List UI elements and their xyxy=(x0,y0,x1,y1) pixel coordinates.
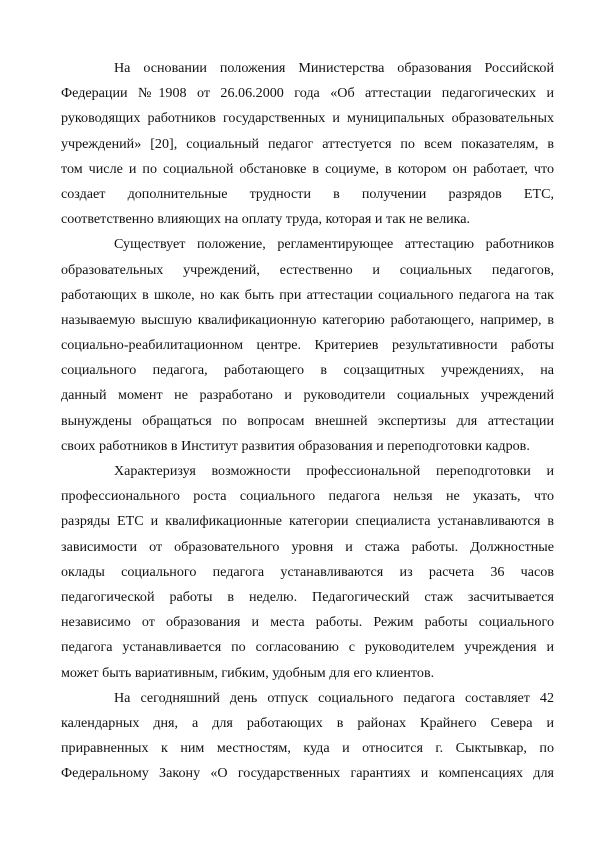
paragraph-1-line-2: Федерации №1908 от 26.06.2000 года «Об аттестации педагогических и xyxy=(61,85,554,102)
paragraph-4-line-3: приравненных к ним местностям, куда и относится г. Сыктывкар, по xyxy=(61,740,554,757)
document-text xyxy=(61,56,554,786)
paragraph-1-line-3: руководящих работников государственных и муниципальных образовательных xyxy=(61,110,554,127)
paragraph-2-line-2: образовательных учреждений, естественно и социальных педагогов, xyxy=(61,261,554,278)
paragraph-3-line-2: профессионального роста социального педагога нельзя не указать, что xyxy=(61,488,554,505)
paragraph-1-line-4: учреждений» [20], социальный педагог аттестуется по всем показателям, в xyxy=(61,135,554,152)
paragraph-4-line-4: Федеральному Закону «О государственных гарантиях и компенсациях для xyxy=(61,765,554,782)
paragraph-2-line-1: Существует положение, регламентирующее аттестацию работников xyxy=(114,236,554,253)
paragraph-1-line-1: На основании положения Министерства образования Российской xyxy=(114,60,554,76)
paragraph-2-line-8: вынуждены обращаться по вопросам внешней экспертизы для аттестации xyxy=(61,412,554,429)
paragraph-1-line-5: том числе и по социальной обстановке в социуме, в котором он работает, что xyxy=(61,160,554,177)
paragraph-2-line-4: называемую высшую квалификационную категорию работающего, например, в xyxy=(61,311,554,328)
paragraph-2-line-9: своих работников в Институт развития образования и переподготовки кадров. xyxy=(61,437,530,454)
paragraph-2-line-3: работающих в школе, но как быть при аттестации социального педагога на так xyxy=(61,286,554,303)
paragraph-3-line-5: оклады социального педагога устанавливаются из расчета 36 часов xyxy=(61,563,554,580)
paragraph-3-line-6: педагогической работы в неделю. Педагогический стаж засчитывается xyxy=(61,588,554,605)
paragraph-3-line-7: независимо от образования и места работы. Режим работы социального xyxy=(61,614,554,631)
paragraph-3-line-3: разряды ЕТС и квалификационные категории специалиста устанавливаются в xyxy=(61,513,554,530)
paragraph-2-line-7: данный момент не разработано и руководители социальных учреждений xyxy=(61,387,554,404)
paragraph-4-line-2: календарных дня, а для работающих в районах Крайнего Севера и xyxy=(61,714,554,731)
paragraph-1-line-6: создает дополнительные трудности в получении разрядов ЕТС, xyxy=(61,185,554,202)
paragraph-4-line-1: На сегодняшний день отпуск социального педагога составляет 42 xyxy=(114,689,554,706)
paragraph-3-line-9: может быть вариативным, гибким, удобным для его клиентов. xyxy=(61,664,435,681)
paragraph-2-line-5: социально-реабилитационном центре. Критериев результативности работы xyxy=(61,337,554,354)
paragraph-2-line-6: социального педагога, работающего в соцзащитных учреждениях, на xyxy=(61,362,554,379)
paragraph-3-line-8: педагога устанавливается по согласованию с руководителем учреждения и xyxy=(61,639,554,656)
paragraph-3-line-1: Характеризуя возможности профессиональной переподготовки и xyxy=(114,463,554,479)
paragraph-3-line-4: зависимости от образовательного уровня и стажа работы. Должностные xyxy=(61,538,554,555)
paragraph-1-line-7: соответственно влияющих на оплату труда, которая и так не велика. xyxy=(61,211,471,228)
